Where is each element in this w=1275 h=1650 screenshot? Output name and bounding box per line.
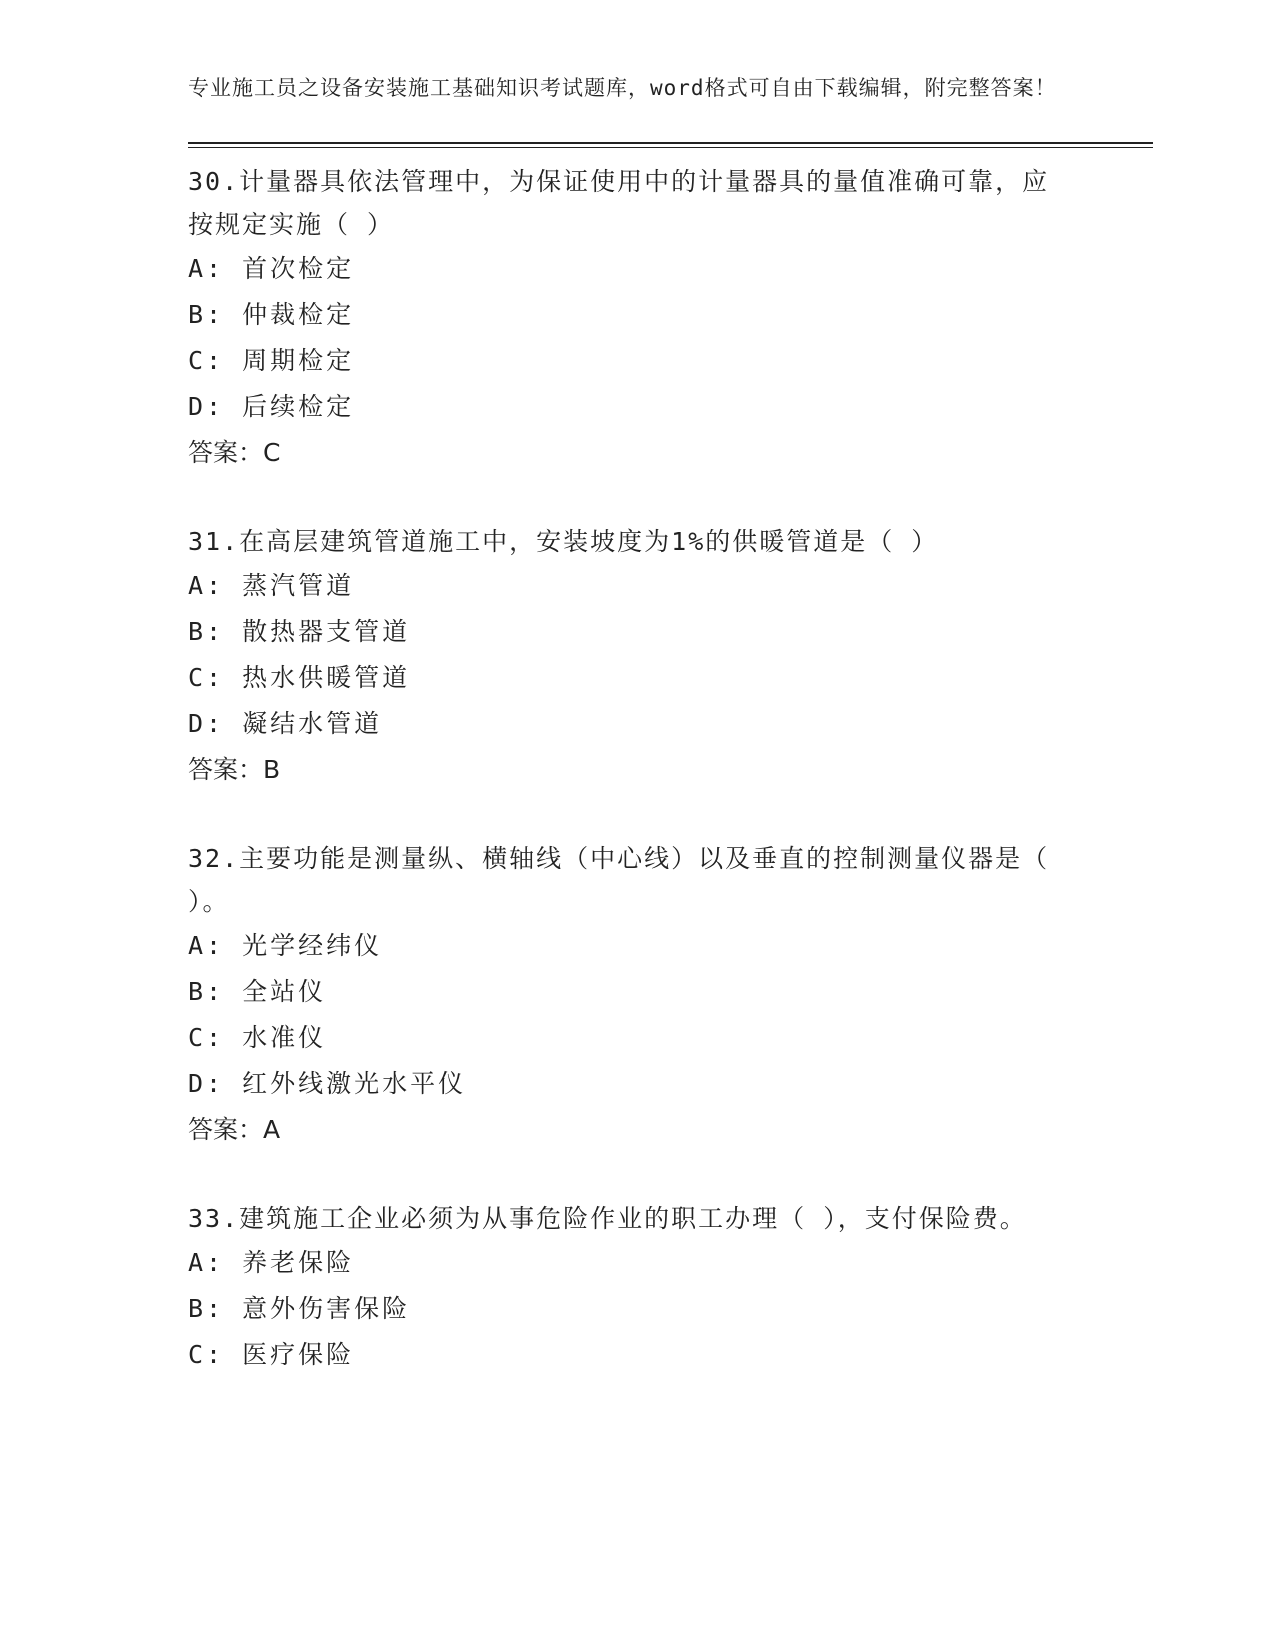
document-page: [188, 72, 1148, 1422]
document-header: 专业施工员之设备安装施工基础知识考试题库，word格式可自由下载编辑，附完整答案！: [188, 76, 1057, 100]
question-text: 31.在高层建筑管道施工中，安装坡度为1%的供暖管道是（ ）: [188, 527, 939, 556]
question-33: [188, 1197, 1148, 1378]
option-d: D: 后续检定: [188, 392, 355, 421]
question-list: [188, 160, 1148, 1378]
question-32: [188, 837, 1148, 1153]
question-text: 30.计量器具依法管理中，为保证使用中的计量器具的量值准确可靠，应按规定实施（ ）: [188, 167, 1050, 239]
answer-text: 答案：B: [188, 755, 281, 784]
option-a: A: 光学经纬仪: [188, 931, 383, 960]
option-a: A: 养老保险: [188, 1248, 355, 1277]
option-a: A: 蒸汽管道: [188, 571, 355, 600]
option-a: A: 首次检定: [188, 254, 355, 283]
option-b: B: 仲裁检定: [188, 300, 355, 329]
option-b: B: 意外伤害保险: [188, 1294, 411, 1323]
question-text: 33.建筑施工企业必须为从事危险作业的职工办理（ ），支付保险费。: [188, 1204, 1027, 1233]
option-c: C: 热水供暖管道: [188, 663, 411, 692]
option-c: C: 医疗保险: [188, 1340, 355, 1369]
answer-text: 答案：C: [188, 438, 281, 467]
option-b: B: 全站仪: [188, 977, 327, 1006]
header-divider: [188, 142, 1153, 148]
option-b: B: 散热器支管道: [188, 617, 411, 646]
option-c: C: 水准仪: [188, 1023, 327, 1052]
option-c: C: 周期检定: [188, 346, 355, 375]
question-31: [188, 520, 1148, 793]
question-30: [188, 160, 1148, 476]
answer-text: 答案：A: [188, 1115, 281, 1144]
option-d: D: 凝结水管道: [188, 709, 383, 738]
option-d: D: 红外线激光水平仪: [188, 1069, 467, 1098]
question-text: 32.主要功能是测量纵、横轴线（中心线）以及垂直的控制测量仪器是（ ）。: [188, 844, 1050, 916]
